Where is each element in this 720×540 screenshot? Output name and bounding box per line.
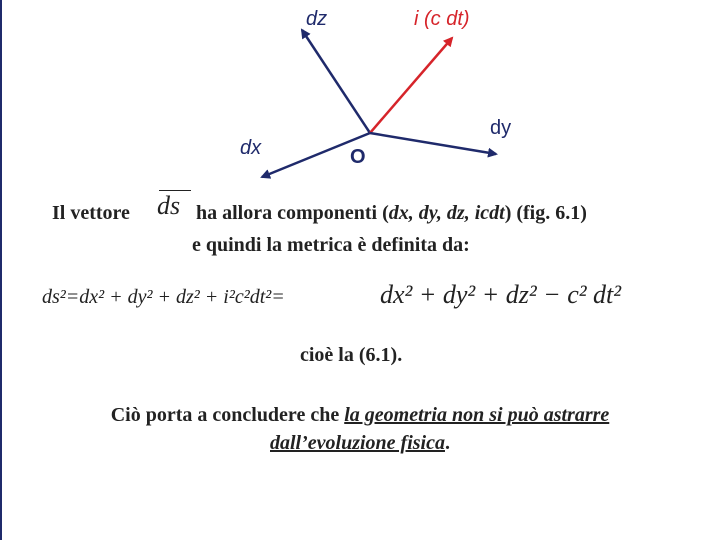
ds-text: ds	[157, 191, 181, 220]
dz-axis-line	[302, 30, 370, 133]
line-metric-intro: e quindi la metrica è definita da:	[192, 234, 470, 256]
ict-label	[414, 8, 470, 31]
conclusion-prefix: Ciò porta a concludere che	[110, 404, 345, 426]
conclusion-underlined-2: dall’evoluzione fisica	[270, 432, 445, 454]
conclusion-end: .	[444, 432, 450, 454]
line1-rest-a: ha allora componenti (	[196, 202, 389, 224]
origin-label: O	[350, 146, 366, 168]
formula-right-text: dx² + dy² + dz² − c² dt²	[380, 280, 622, 309]
cioe-line: cioè la (6.1).	[300, 344, 403, 366]
formula-left-text: ds²=dx² + dy² + dz² + i²c²dt²=	[42, 286, 285, 308]
line-vector	[52, 202, 130, 225]
conclusion-underlined-1: la geometria non si può astrarre	[344, 404, 610, 426]
conclusion	[0, 404, 720, 427]
dy-axis-line	[370, 133, 496, 154]
line1-prefix: Il vettore	[52, 202, 130, 224]
formula-left	[42, 286, 285, 309]
formula-right	[380, 280, 621, 310]
axes-diagram	[0, 0, 720, 200]
line1-rest-b: ) (fig. 6.1)	[504, 202, 587, 224]
ict-i: i	[414, 8, 419, 30]
line1-components: dx, dy, dz, icdt	[388, 202, 505, 224]
dy-label: dy	[490, 117, 512, 139]
ict-axis-line	[370, 38, 452, 133]
dx-label: dx	[240, 137, 262, 159]
dz-label: dz	[306, 8, 328, 30]
conclusion-line2	[0, 432, 720, 455]
ict-cdt: (c dt)	[424, 8, 470, 30]
ds-vector-symbol	[157, 190, 191, 221]
line-components	[196, 202, 587, 225]
